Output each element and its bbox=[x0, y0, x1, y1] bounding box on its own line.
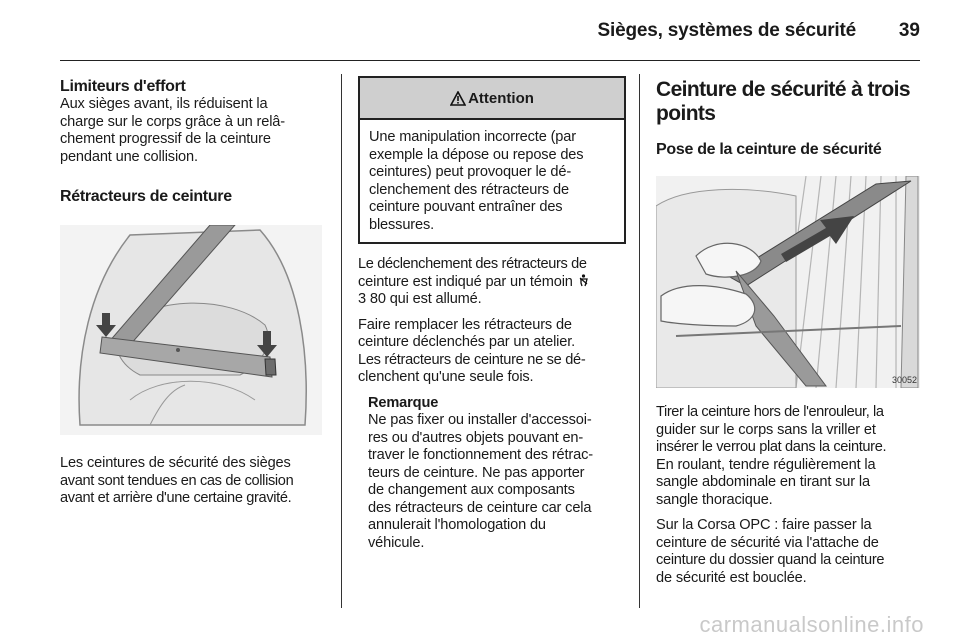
belt-warning-icon bbox=[577, 274, 590, 287]
seat-belt-figure bbox=[60, 225, 322, 435]
three-point-belt-title: Ceinture de sécurité à trois points bbox=[656, 78, 910, 125]
warning-triangle-icon bbox=[450, 91, 466, 106]
attention-body: Une manipulation incorrecte (par exemple la dépose ou repose des ceintures) peut provoquer le dé- clenchement des rétracteurs de ceinture pouvant entraîner des blessures. bbox=[369, 129, 584, 233]
attention-header bbox=[360, 78, 624, 120]
attention-box bbox=[358, 76, 626, 244]
heading-belt-pretensioners: Rétracteurs de ceinture bbox=[60, 188, 232, 205]
fastening-illustration bbox=[656, 176, 920, 388]
heading-fastening: Pose de la ceinture de sécurité bbox=[656, 141, 882, 158]
pretensioner-indicator-text: Le déclenchement des rétracteurs de ceinture est indiqué par un témoin 3 80 qui est allumé. bbox=[358, 256, 624, 309]
column-divider-1 bbox=[341, 74, 342, 608]
force-limiters-text: Aux sièges avant, ils réduisent la charge sur le corps grâce à un relâ- chement progressif de la ceinture pendant une collision. bbox=[60, 96, 285, 165]
page-header bbox=[60, 0, 920, 61]
pretensioner-illustration bbox=[60, 225, 322, 435]
column-1 bbox=[60, 78, 325, 508]
opc-text: Sur la Corsa OPC : faire passer la ceinture de sécurité via l'attache de ceinture du dossier quand la ceinture de sécurité est bouclée. bbox=[656, 517, 885, 586]
pretensioner-text: Les ceintures de sécurité des sièges avant sont tendues en cas de collision avant et arrière d'une certaine gravité. bbox=[60, 455, 294, 506]
fastening-text: Tirer la ceinture hors de l'enrouleur, la guider sur le corps sans la vriller et insérer le verrou plat dans la ceinture. En roulant, tendre régulièrement la sangle abdominale en tirant sur la sangle thoracique. bbox=[656, 404, 887, 508]
column-2 bbox=[358, 76, 624, 552]
belt-fastening-figure bbox=[656, 176, 920, 388]
replacement-text: Faire remplacer les rétracteurs de ceinture déclenchés par un atelier. Les rétracteurs de ceinture ne se dé- clenchent qu'une seule fois. bbox=[358, 316, 586, 385]
page-number: 39 bbox=[898, 20, 920, 41]
column-3 bbox=[656, 78, 924, 587]
attention-title: Attention bbox=[468, 89, 534, 107]
section-title: Sièges, systèmes de sécurité bbox=[597, 20, 856, 41]
remark-title: Remarque bbox=[368, 394, 439, 411]
heading-force-limiters: Limiteurs d'effort bbox=[60, 78, 186, 95]
figure-code: 30052 bbox=[892, 375, 918, 385]
column-divider-2 bbox=[639, 74, 640, 608]
watermark: carmanualsonline.info bbox=[699, 612, 924, 637]
remark-block: Remarque Ne pas fixer ou installer d'accessoi- res ou d'autres objets pouvant en- traver le fonctionnement des rétrac- teurs de ceinture. Ne pas apporter de changement aux composants des rétracteurs de ceinture car cela annulerait l'homologation du véhicule. bbox=[358, 395, 624, 553]
